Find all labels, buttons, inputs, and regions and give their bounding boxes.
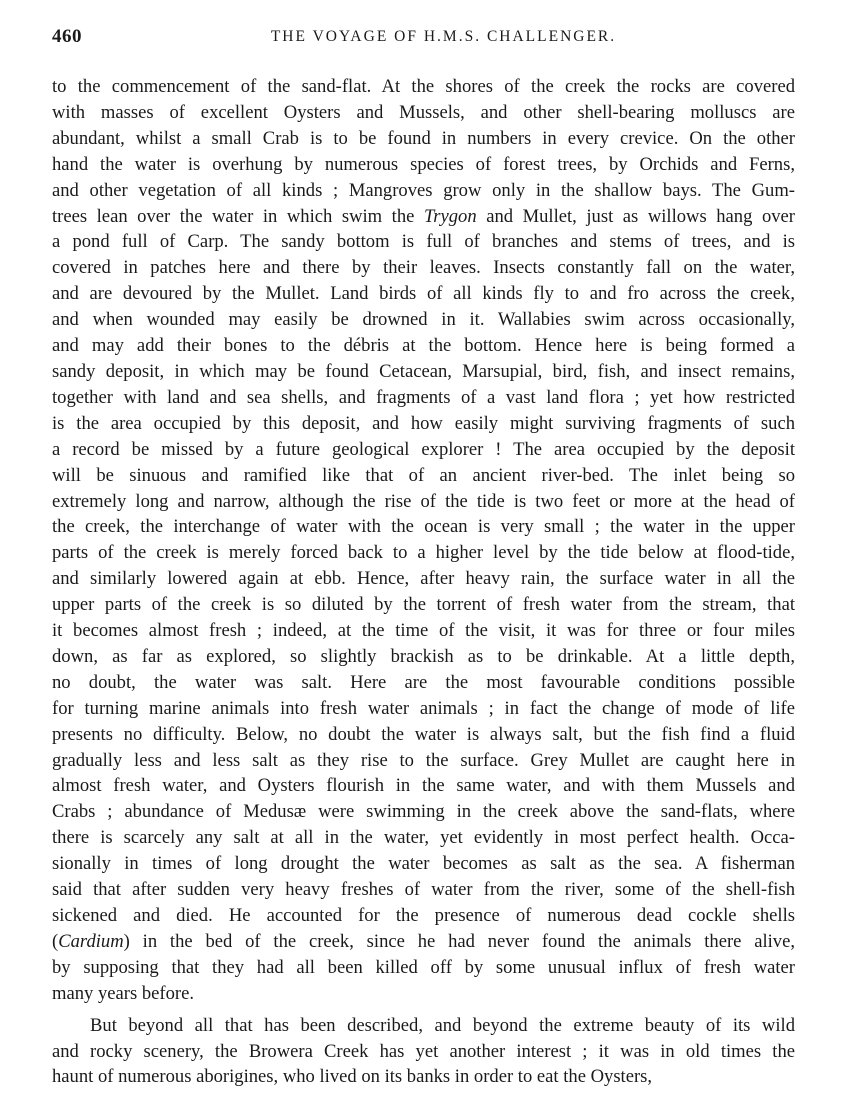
text-line: [52, 463, 795, 489]
text-line: [52, 437, 795, 463]
text-line: [52, 877, 795, 903]
text-run: abundant, whilst a small Crab is to be found in numbers in every crevice. On the other: [52, 127, 795, 149]
text-line: [52, 592, 795, 618]
text-line: [52, 618, 795, 644]
text-run: and Mullet, just as willows hang over: [476, 205, 795, 227]
text-line: [52, 929, 795, 955]
text-run: for turning marine animals into fresh water animals ; in fact the change of mode of life: [52, 697, 795, 719]
text-line: [52, 566, 795, 592]
paragraph: [52, 74, 795, 1007]
text-run: and rocky scenery, the Browera Creek has yet another interest ; it was in old times the: [52, 1040, 795, 1062]
text-run: But beyond all that has been described, and beyond the extreme beauty of its wild: [90, 1014, 795, 1036]
text-run: a record be missed by a future geological explorer ! The area occupied by the deposit: [52, 438, 795, 460]
body-text: [52, 74, 795, 1090]
text-line: [52, 773, 795, 799]
text-line: [52, 825, 795, 851]
text-run: extremely long and narrow, although the rise of the tide is two feet or more at the head of: [52, 490, 795, 512]
text-line: [52, 385, 795, 411]
text-run: and other vegetation of all kinds ; Mangroves grow only in the shallow bays. The Gum-: [52, 179, 795, 201]
text-run: haunt of numerous aborigines, who lived on its banks in order to eat the Oysters,: [52, 1066, 653, 1088]
text-line: [52, 204, 795, 230]
text-run: there is scarcely any salt at all in the water, yet evidently in most perfect health. Occa-: [52, 827, 795, 849]
text-line: [52, 1064, 795, 1090]
text-line: [52, 644, 795, 670]
text-run: hand the water is overhung by numerous species of forest trees, by Orchids and Ferns,: [52, 153, 795, 175]
text-run: and are devoured by the Mullet. Land birds of all kinds fly to and fro across the creek,: [52, 283, 795, 305]
text-line: [52, 955, 795, 981]
text-line: [52, 670, 795, 696]
text-run: will be sinuous and ramified like that of an ancient river-bed. The inlet being so: [52, 464, 795, 486]
text-line: [52, 411, 795, 437]
text-run: and may add their bones to the débris at the bottom. Hence here is being formed a: [52, 335, 795, 357]
text-run: parts of the creek is merely forced back to a higher level by the tide below at flood-tide,: [52, 542, 795, 564]
text-run: sionally in times of long drought the water becomes as salt as the sea. A fisherman: [52, 853, 795, 875]
text-run: and similarly lowered again at ebb. Hence, after heavy rain, the surface water in all the: [52, 568, 795, 590]
text-line: [52, 851, 795, 877]
text-line: [52, 799, 795, 825]
text-run: with masses of excellent Oysters and Mussels, and other shell-bearing molluscs are: [52, 101, 795, 123]
text-run: upper parts of the creek is so diluted by the torrent of fresh water from the stream, that: [52, 594, 795, 616]
text-run: no doubt, the water was salt. Here are the most favourable conditions possible: [52, 671, 795, 693]
text-run: ) in the bed of the creek, since he had never found the animals there alive,: [123, 930, 795, 952]
text-line: [52, 540, 795, 566]
text-run: (: [52, 930, 59, 952]
text-run: to the commencement of the sand-flat. At the shores of the creek the rocks are covered: [52, 76, 795, 97]
text-line: [52, 1039, 795, 1065]
text-line: [52, 281, 795, 307]
text-run: many years before.: [52, 982, 194, 1004]
text-run: said that after sudden very heavy freshes of water from the river, some of the shell-fish: [52, 879, 795, 901]
text-run: almost fresh water, and Oysters flourish in the same water, and with them Mussels and: [52, 775, 795, 797]
text-line: [52, 696, 795, 722]
text-line: [52, 489, 795, 515]
running-head: [52, 26, 795, 52]
text-line: [52, 359, 795, 385]
text-line: [52, 307, 795, 333]
text-run: presents no difficulty. Below, no doubt the water is always salt, but the fish find a fluid: [52, 723, 795, 745]
text-line: [52, 722, 795, 748]
text-run: is the area occupied by this deposit, and how easily might surviving fragments of such: [52, 412, 795, 434]
italic-term: Trygon: [423, 205, 477, 227]
text-line: [52, 74, 795, 100]
text-line: [52, 333, 795, 359]
text-run: sickened and died. He accounted for the presence of numerous dead cockle shells: [52, 905, 795, 926]
page-number: 460: [52, 26, 82, 47]
text-run: Crabs ; abundance of Medusæ were swimming in the creek above the sand-flats, where: [52, 801, 795, 823]
text-run: it becomes almost fresh ; indeed, at the time of the visit, it was for three or four miles: [52, 620, 795, 642]
text-run: gradually less and less salt as they rise to the surface. Grey Mullet are caught here in: [52, 749, 795, 771]
text-run: a pond full of Carp. The sandy bottom is full of branches and stems of trees, and is: [52, 231, 795, 253]
text-run: sandy deposit, in which may be found Cetacean, Marsupial, bird, fish, and insect remains,: [52, 360, 795, 382]
text-line: [52, 229, 795, 255]
text-line: [52, 748, 795, 774]
running-title: THE VOYAGE OF H.M.S. CHALLENGER.: [270, 28, 617, 45]
text-line: [52, 903, 795, 929]
text-line: [52, 981, 795, 1007]
text-line: [52, 514, 795, 540]
text-line: [52, 1013, 795, 1039]
text-run: trees lean over the water in which swim the: [52, 205, 424, 227]
text-line: [52, 126, 795, 152]
text-run: together with land and sea shells, and fragments of a vast land flora ; yet how restricted: [52, 386, 795, 408]
text-run: by supposing that they had all been killed off by some unusual influx of fresh water: [52, 956, 795, 978]
text-line: [52, 152, 795, 178]
paragraph: [52, 1013, 795, 1091]
text-line: [52, 255, 795, 281]
text-run: and when wounded may easily be drowned in it. Wallabies swim across occasionally,: [52, 309, 795, 331]
text-run: down, as far as explored, so slightly brackish as to be drinkable. At a little depth,: [52, 645, 795, 667]
text-run: covered in patches here and there by their leaves. Insects constantly fall on the water,: [52, 257, 795, 279]
text-run: the creek, the interchange of water with the ocean is very small ; the water in the upper: [52, 516, 795, 538]
italic-term: Cardium: [58, 930, 124, 952]
text-line: [52, 178, 795, 204]
text-line: [52, 100, 795, 126]
